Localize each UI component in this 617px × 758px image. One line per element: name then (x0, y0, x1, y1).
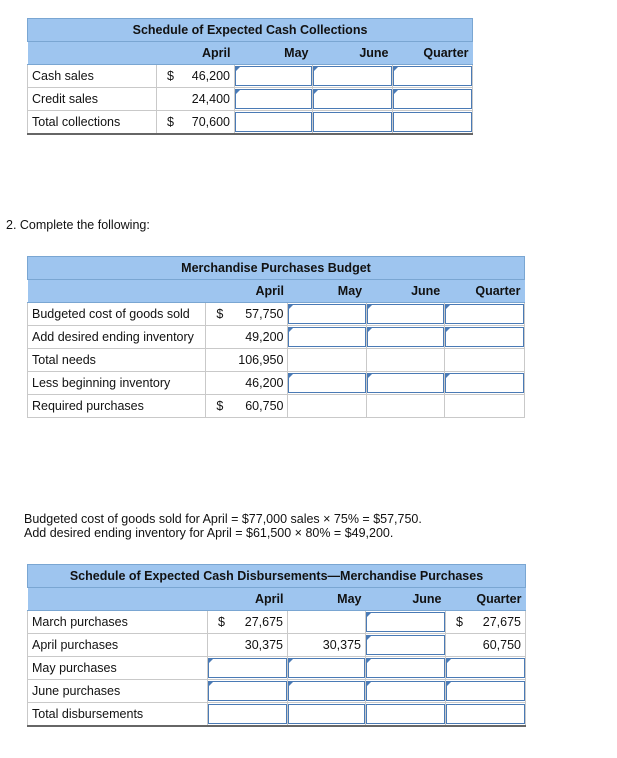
col-april: April (208, 588, 288, 611)
may-input[interactable] (288, 304, 365, 324)
row-label: June purchases (28, 680, 208, 703)
table-row (28, 634, 526, 657)
june-input[interactable] (366, 612, 445, 632)
june-input[interactable] (367, 373, 444, 393)
june-input[interactable] (366, 635, 445, 655)
april-value: $ 70,600 (157, 111, 235, 135)
input-marker-icon (289, 658, 294, 663)
may-input-cell[interactable] (235, 111, 313, 135)
row-label: April purchases (28, 634, 208, 657)
input-marker-icon (289, 681, 294, 686)
input-marker-icon (368, 304, 373, 309)
col-june: June (366, 280, 444, 303)
question-prompt: 2. Complete the following: (6, 218, 150, 232)
quarter-input[interactable] (393, 89, 472, 109)
row-label: Required purchases (28, 395, 206, 418)
table-row (28, 303, 525, 326)
may-value: 30,375 (288, 634, 366, 657)
april-input-cell[interactable] (208, 657, 288, 680)
quarter-value: 60,750 (446, 634, 526, 657)
input-marker-icon (209, 658, 214, 663)
may-input[interactable] (288, 681, 365, 701)
april-value: 106,950 (206, 349, 288, 372)
input-marker-icon (447, 658, 452, 663)
quarter-input-cell[interactable] (446, 657, 526, 680)
input-marker-icon (368, 373, 373, 378)
june-input[interactable] (313, 66, 392, 86)
input-marker-icon (367, 635, 372, 640)
june-value (366, 395, 444, 418)
header-blank (28, 588, 208, 611)
col-april: April (206, 280, 288, 303)
input-marker-icon (236, 89, 241, 94)
june-input-cell[interactable] (366, 303, 444, 326)
may-input[interactable] (288, 327, 365, 347)
june-input-cell[interactable] (366, 680, 446, 703)
may-input-cell[interactable] (288, 372, 366, 395)
input-marker-icon (289, 327, 294, 332)
quarter-input[interactable] (445, 304, 524, 324)
june-input-cell[interactable] (313, 111, 393, 135)
table-title: Schedule of Expected Cash Collections (28, 19, 473, 42)
june-input[interactable] (366, 658, 445, 678)
may-input-cell[interactable] (235, 88, 313, 111)
quarter-input-cell[interactable] (393, 88, 473, 111)
quarter-input[interactable] (446, 658, 525, 678)
quarter-input-cell[interactable] (393, 65, 473, 88)
row-label: Cash sales (28, 65, 157, 88)
quarter-input-cell[interactable] (444, 303, 524, 326)
input-marker-icon (236, 66, 241, 71)
table-row (28, 65, 473, 88)
may-input[interactable] (235, 112, 312, 132)
quarter-input-cell[interactable] (446, 680, 526, 703)
may-input-cell[interactable] (288, 303, 366, 326)
quarter-input[interactable] (393, 66, 472, 86)
dollar-sign: $ (216, 399, 224, 413)
may-input-cell[interactable] (288, 703, 366, 727)
quarter-input-cell[interactable] (393, 111, 473, 135)
april-value: $ 27,675 (208, 611, 288, 634)
col-may: May (235, 42, 313, 65)
table-row (28, 111, 473, 135)
table-row (28, 326, 525, 349)
dollar-sign: $ (167, 115, 174, 129)
june-input-cell[interactable] (366, 372, 444, 395)
quarter-input-cell[interactable] (444, 326, 524, 349)
quarter-value (444, 395, 524, 418)
row-label: Total disbursements (28, 703, 208, 727)
june-input[interactable] (313, 89, 392, 109)
col-quarter: Quarter (446, 588, 526, 611)
april-input[interactable] (208, 658, 287, 678)
input-marker-icon (314, 66, 319, 71)
quarter-input-cell[interactable] (446, 703, 526, 727)
june-input[interactable] (367, 327, 444, 347)
row-label: Budgeted cost of goods sold (28, 303, 206, 326)
june-input-cell[interactable] (366, 634, 446, 657)
quarter-input[interactable] (445, 327, 524, 347)
april-value: $ 46,200 (157, 65, 235, 88)
header-blank (28, 280, 206, 303)
input-marker-icon (367, 658, 372, 663)
col-may: May (288, 588, 366, 611)
input-marker-icon (289, 373, 294, 378)
table-row (28, 349, 525, 372)
note-line-2: Add desired ending inventory for April = $61,500 × 80% = $49,200. (24, 526, 394, 540)
row-label: Total needs (28, 349, 206, 372)
col-june: June (366, 588, 446, 611)
june-input-cell[interactable] (366, 657, 446, 680)
input-marker-icon (367, 612, 372, 617)
may-input[interactable] (235, 66, 312, 86)
table-row (28, 88, 473, 111)
col-quarter: Quarter (393, 42, 473, 65)
row-label: Less beginning inventory (28, 372, 206, 395)
input-marker-icon (447, 681, 452, 686)
june-input-cell[interactable] (313, 65, 393, 88)
june-input-cell[interactable] (366, 703, 446, 727)
april-value: 46,200 (206, 372, 288, 395)
april-value: 24,400 (157, 88, 235, 111)
dollar-sign: $ (216, 307, 224, 321)
may-value (288, 395, 366, 418)
june-input-cell[interactable] (366, 611, 446, 634)
may-input-cell[interactable] (288, 657, 366, 680)
april-value: $ 60,750 (206, 395, 288, 418)
table-title: Schedule of Expected Cash Disbursements—Merchandise Purchases (28, 565, 526, 588)
input-marker-icon (367, 681, 372, 686)
quarter-input[interactable] (446, 681, 525, 701)
row-label: Add desired ending inventory (28, 326, 206, 349)
col-quarter: Quarter (444, 280, 524, 303)
may-input[interactable] (288, 373, 365, 393)
cash-collections-table (27, 18, 473, 135)
input-marker-icon (368, 327, 373, 332)
may-value (288, 349, 366, 372)
june-input[interactable] (366, 704, 445, 724)
june-input-cell[interactable] (313, 88, 393, 111)
may-input-cell[interactable] (235, 65, 313, 88)
table-row (28, 657, 526, 680)
may-input-cell[interactable] (288, 326, 366, 349)
table-row (28, 611, 526, 634)
table-row (28, 372, 525, 395)
dollar-sign: $ (167, 69, 174, 83)
input-marker-icon (209, 681, 214, 686)
dollar-sign: $ (456, 615, 463, 629)
input-marker-icon (394, 66, 399, 71)
quarter-value: $ 27,675 (446, 611, 526, 634)
table-title: Merchandise Purchases Budget (28, 257, 525, 280)
input-marker-icon (289, 304, 294, 309)
row-label: Total collections (28, 111, 157, 135)
row-label: Credit sales (28, 88, 157, 111)
quarter-input[interactable] (445, 373, 524, 393)
merchandise-purchases-table (27, 256, 525, 418)
col-may: May (288, 280, 366, 303)
june-input[interactable] (366, 681, 445, 701)
input-marker-icon (446, 327, 451, 332)
col-june: June (313, 42, 393, 65)
table-row (28, 680, 526, 703)
may-input[interactable] (288, 658, 365, 678)
dollar-sign: $ (218, 615, 225, 629)
input-marker-icon (446, 373, 451, 378)
april-input-cell[interactable] (208, 703, 288, 727)
june-input[interactable] (367, 304, 444, 324)
june-input-cell[interactable] (366, 326, 444, 349)
quarter-input-cell[interactable] (444, 372, 524, 395)
may-value (288, 611, 366, 634)
may-input-cell[interactable] (288, 680, 366, 703)
input-marker-icon (394, 89, 399, 94)
cash-disbursements-table (27, 564, 526, 727)
input-marker-icon (446, 304, 451, 309)
quarter-input[interactable] (446, 704, 525, 724)
input-marker-icon (314, 89, 319, 94)
row-label: May purchases (28, 657, 208, 680)
col-april: April (157, 42, 235, 65)
june-value (366, 349, 444, 372)
may-input[interactable] (288, 704, 365, 724)
row-label: March purchases (28, 611, 208, 634)
april-input-cell[interactable] (208, 680, 288, 703)
april-input[interactable] (208, 681, 287, 701)
quarter-value (444, 349, 524, 372)
header-blank (28, 42, 157, 65)
april-input[interactable] (208, 704, 287, 724)
april-value: 30,375 (208, 634, 288, 657)
april-value: $ 57,750 (206, 303, 288, 326)
table-row (28, 395, 525, 418)
june-input[interactable] (313, 112, 392, 132)
table-row (28, 703, 526, 727)
quarter-input[interactable] (393, 112, 472, 132)
note-line-1: Budgeted cost of goods sold for April = $77,000 sales × 75% = $57,750. (24, 512, 422, 526)
april-value: 49,200 (206, 326, 288, 349)
may-input[interactable] (235, 89, 312, 109)
